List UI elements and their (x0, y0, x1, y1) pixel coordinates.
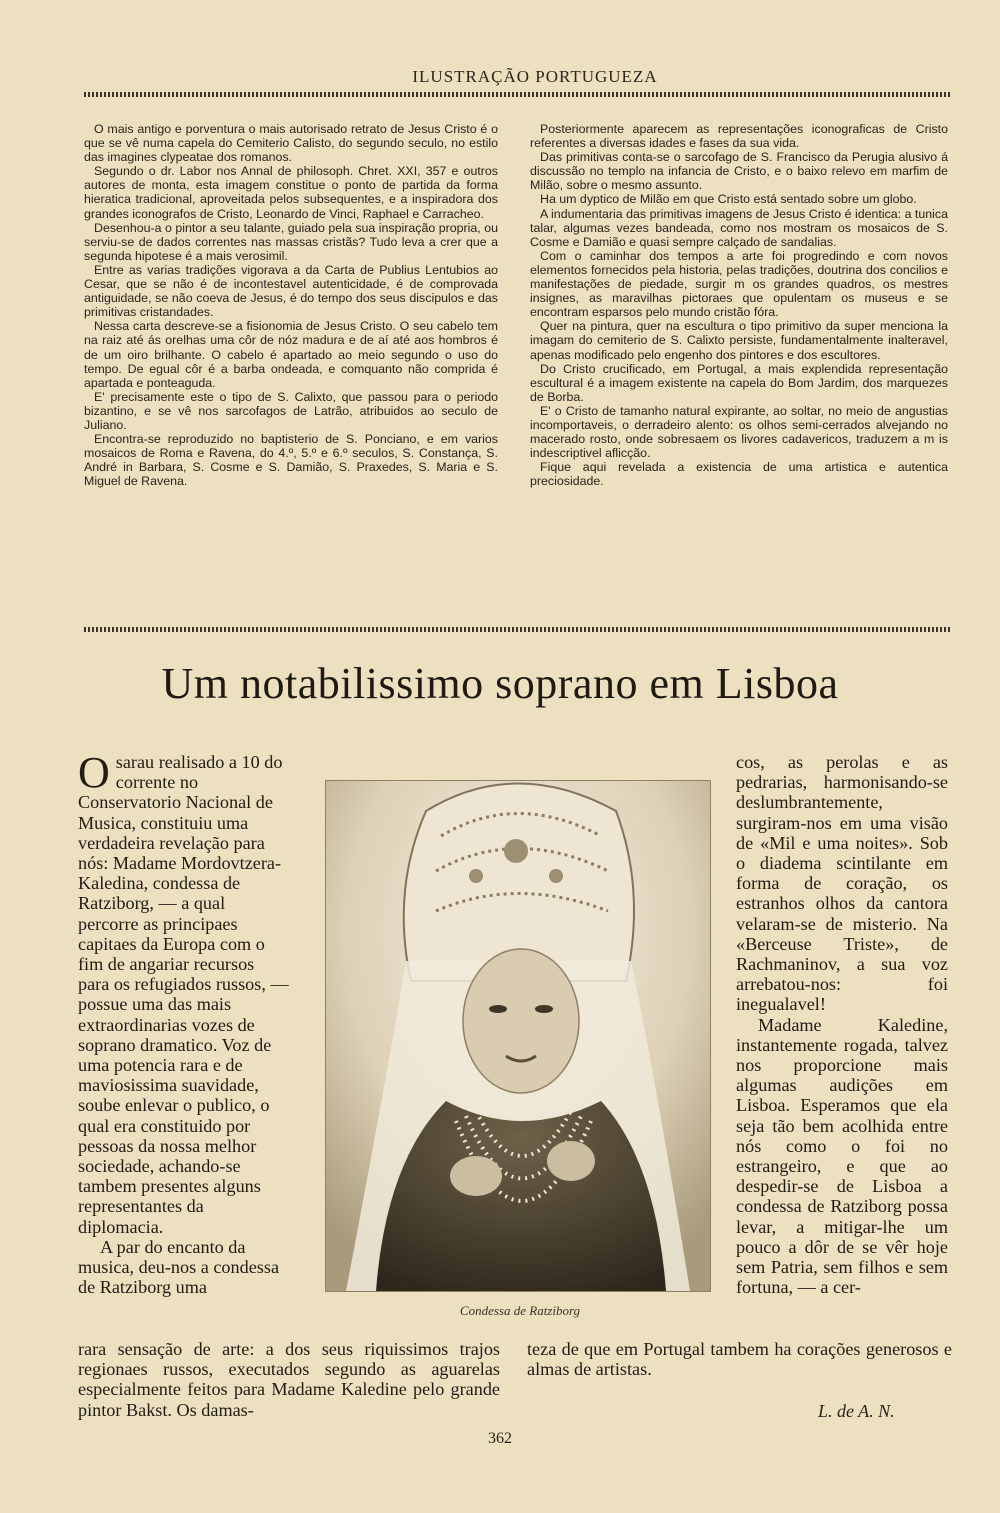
paragraph: E' o Cristo de tamanho natural expirante, ao soltar, no meio de angustias incomportaveis, o derradeiro alento: os olhos semi-cerrados alvejando no macerado rosto, onde sobresaem os livores cadavericos, traduzem a m is indescriptivel aflicção. (530, 403, 948, 461)
paragraph: O mais antigo e porventura o mais autorisado retrato de Jesus Cristo é o que se vê numa capela do Cemiterio Calisto, do segundo seculo, no estilo das imagines clypeatae dos romanos. (84, 122, 498, 165)
paragraph: Quer na pintura, quer na escultura o tipo primitivo da super menciona la imagam do cemiterio de S. Calixto persiste, fundamentalmente inalteravel, apenas modificado pelo engenho dos pintores e dos escultores. (530, 319, 948, 362)
section-divider (84, 627, 950, 632)
paragraph: Nessa carta descreve-se a fisionomia de Jesus Cristo. O seu cabelo tem na raiz até ás orelhas uma côr de nóz madura e de aí até aos hombros é de um oiro brilhante. O cabelo é apartado ao meio segundo o uso do tempo. De egual côr é a barba ondeada, e comquanto não comprida é apartada e ponteaguda. (84, 319, 498, 390)
article-text: sarau realisado a 10 do corrente no Conservatorio Nacional de Musica, constituiu uma verdadeira revelação para nós: Madame Mordovtzera-Kaledina, condessa de Ratziborg, — a qual percorre as principaes capitaes da Europa com o fim de angariar recursos para os refugiados russos, — possue uma das mais extraordinarias vozes de soprano dramatico. Voz de uma potencia rara e de maviosissima suavidade, soube enlevar o publico, o qual era constituido por pessoas da nossa melhor sociedade, achando-se tambem presentes alguns representantes da diplomacia. (78, 752, 289, 1237)
article-paragraph: A par do encanto da musica, deu-nos a condessa de Ratziborg uma (78, 1236, 280, 1298)
paragraph: Ha um dyptico de Milão em que Cristo está sentado sobre um globo. (540, 192, 917, 207)
portrait-illustration (326, 781, 710, 1291)
article-paragraph (78, 748, 290, 1237)
paragraph: E' precisamente este o tipo de S. Calixto, que passou para o periodo bizantino, e se vê nos sarcofagos de Latrão, atribuidos ao seculo de Juliano. (84, 389, 498, 432)
article-bottom-left: rara sensação de arte: a dos seus riquissimos trajos regionaes russos, executados segundo as aguarelas especialmente feitos para Madame Kaledine pelo grande pintor Bakst. Os damas- (78, 1339, 500, 1420)
photo-caption: Condessa de Ratziborg (459, 1303, 581, 1318)
page-number: 362 (488, 1430, 512, 1447)
top-article-left-column (84, 122, 498, 488)
paragraph: Entre as varias tradições vigorava a da Carta de Publius Lentubios ao Cesar, que se não é de incontestavel autenticidade, é de comprovada antiguidade, se não coeva de Jesus, é do tempo dos seus discipulos e das primitivas cristandades. (84, 262, 498, 320)
header-divider (84, 92, 950, 97)
article-paragraph: cos, as perolas e as pedrarias, harmonisando-se deslumbrantemente, surgiram-nos em uma visão de «Mil e uma noites». Sob o diadema scintilante em forma de coração, os estranhos olhos da cantora velaram-se de misterio. Na «Berceuse Triste», de Rachmaninov, a sua voz arrebatou-nos: foi inegualavel! (736, 752, 948, 1015)
paragraph: Com o caminhar dos tempos a arte foi progredindo e com novos elementos fornecidos pela historia, pelas tradições, doutrina dos concilios e manifestações de piedade, surgir m os grandes quadros, os mestres insignes, as maravilhas pictoraes que opulentam os museus e se encontram esparsos pelo mundo cristão fóra. (530, 248, 948, 320)
portrait-photo (325, 780, 711, 1292)
paragraph: Do Cristo crucificado, em Portugal, a mais explendida representação escultural é a imagem existente na capela do Bom Jardim, dos marquezes de Borba. (530, 361, 948, 404)
paragraph: Desenhou-a o pintor a seu talante, guiado pela sua inspiração propria, ou serviu-se de dados correntes nas massas cristãs? Tudo leva a crer que a segunda hipotese é a mais verosimil. (84, 220, 498, 263)
article-bottom-right: teza de que em Portugal tambem ha corações generosos e almas de artistas. (527, 1339, 952, 1380)
article-right-column (736, 752, 948, 1297)
top-article-right-column (530, 122, 948, 488)
paragraph: Encontra-se reproduzido no baptisterio de S. Ponciano, e em varios mosaicos de Roma e Ravena, do 4.º, 5.º e 6.º seculos, S. Constança, S. André in Barbara, S. Cosme e S. Damião, S. Praxedes, S. Maria e S. Miguel de Ravena. (84, 432, 498, 489)
paragraph: Das primitivas conta-se o sarcofago de S. Francisco da Perugia alusivo á discussão no templo na infancia de Cristo, e o baixo relevo em marfim de Milão, sobre o mesmo assunto. (530, 150, 948, 193)
drop-cap: O (78, 748, 110, 797)
magazine-header (0, 67, 1000, 87)
paragraph: A indumentaria das primitivas imagens de Jesus Cristo é identica: a tunica talar, algumas vezes bandeada, como nos mostram os mosaicos de S. Cosme e Damião e quasi sempre calçado de sandalias. (530, 206, 948, 249)
magazine-title: ILUSTRAÇÃO PORTUGUEZA (412, 67, 658, 86)
paragraph: Fique aqui revelada a existencia de uma artistica e autentica preciosidade. (530, 460, 948, 489)
paragraph: Posteriormente aparecem as representações iconograficas de Cristo referentes a diversas idades e fases da sua vida. (530, 122, 948, 151)
author-signature: L. de A. N. (818, 1401, 895, 1421)
article-headline: Um notabilissimo soprano em Lisboa (161, 659, 839, 708)
article-paragraph: Madame Kaledine, instantemente rogada, talvez nos proporcione mais algumas audições em Lisboa. Esperamos que ela seja tão bem acolhida entre nós como o foi no estrangeiro, e que ao despedir-se de Lisboa a condessa de Ratziborg possa levar, a mitigar-lhe um pouco a dôr de se vêr hoje sem Patria, sem filhos e sem fortuna, — a cer- (736, 1014, 948, 1298)
paragraph: Segundo o dr. Labor nos Annal de philosoph. Chret. XXI, 357 e outros autores de monta, esta imagem constitue o ponto de partida da forma hieratica tradicional, aproveitada pelos subsequentes, e a inspiradora dos grandes iconografos de Cristo, Leonardo de Vinci, Raphael e Carracheo. (84, 164, 498, 221)
article-left-column (78, 748, 290, 1298)
